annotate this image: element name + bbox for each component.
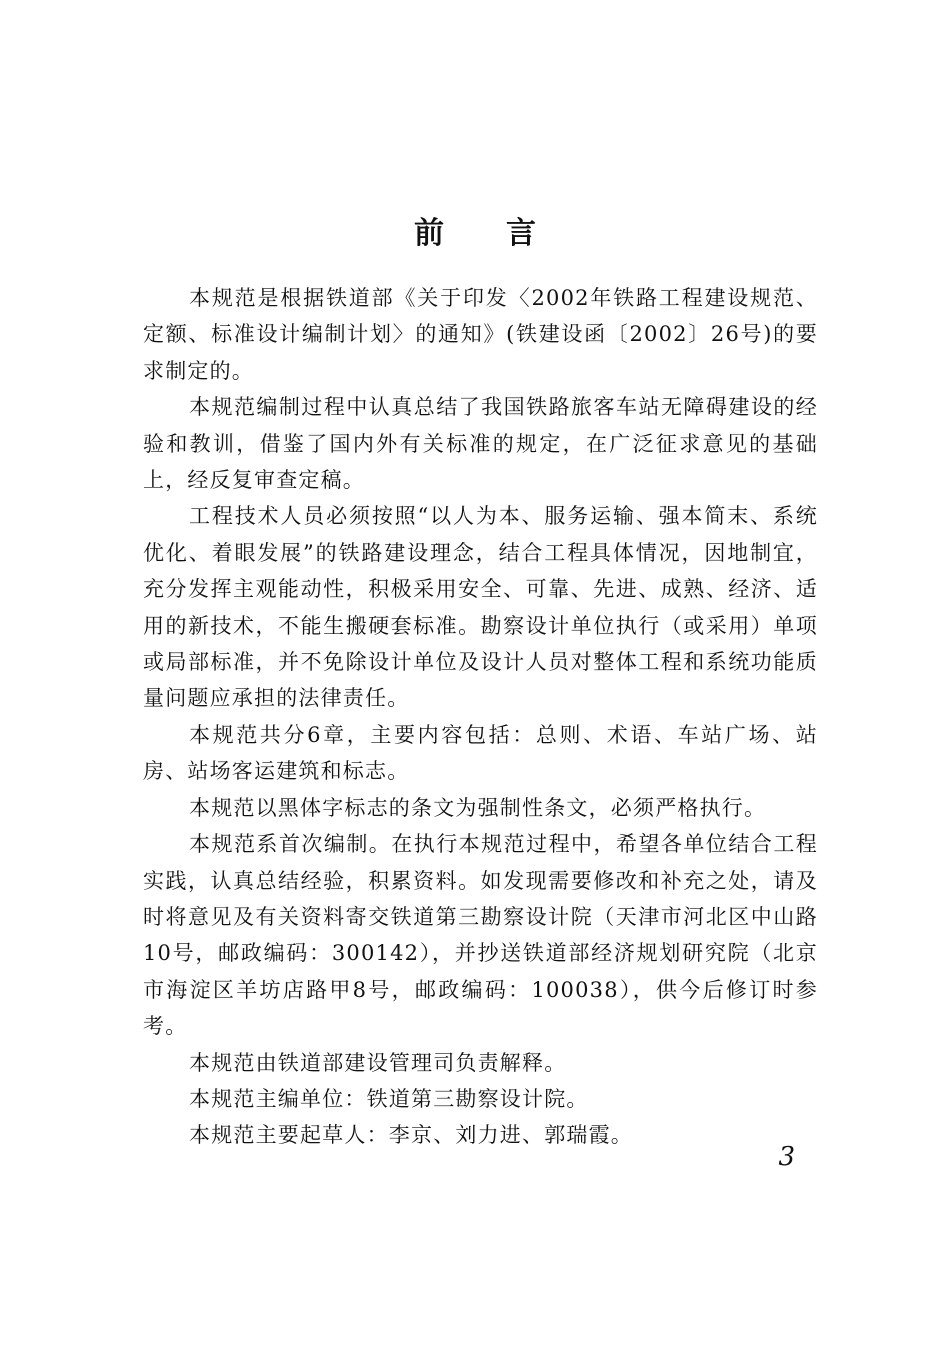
- paragraph-drafters: 本规范主要起草人：李京、刘力进、郭瑞霞。: [189, 1123, 633, 1148]
- preface-body: [143, 280, 818, 1154]
- paragraph-principles: 工程技术人员必须按照“以人为本、服务运输、强本简末、系统优化、着眼发展”的铁路建设理念，结合工程具体情况，因地制宜，充分发挥主观能动性，积极采用安全、可靠、先进、成熟、经济、适用的新技术，不能生搬硬套标准。勘察设计单位执行（或采用）单项或局部标准，并不免除设计单位及设计人员对整体工程和系统功能质量问题应承担的法律责任。: [143, 504, 818, 711]
- page-number: 3: [778, 1142, 795, 1172]
- paragraph-chief-editor: 本规范主编单位：铁道第三勘察设计院。: [189, 1086, 589, 1111]
- paragraph-process: 本规范编制过程中认真总结了我国铁路旅客车站无障碍建设的经验和教训，借鉴了国内外有关标准的规定，在广泛征求意见的基础上，经反复审查定稿。: [143, 395, 818, 493]
- paragraph-basis: 本规范是根据铁道部《关于印发〈2002年铁路工程建设规范、定额、标准设计编制计划〉的通知》(铁建设函〔2002〕26号)的要求制定的。: [143, 286, 818, 383]
- paragraph-contents: 本规范共分6章，主要内容包括：总则、术语、车站广场、站房、站场客运建筑和标志。: [143, 722, 818, 784]
- paragraph-interpretation: 本规范由铁道部建设管理司负责解释。: [189, 1050, 567, 1075]
- page-title: 前言: [414, 216, 598, 251]
- paragraph-mandatory: 本规范以黑体字标志的条文为强制性条文，必须严格执行。: [189, 795, 767, 820]
- paragraph-feedback: 本规范系首次编制。在执行本规范过程中，希望各单位结合工程实践，认真总结经验，积累资料。如发现需要修改和补充之处，请及时将意见及有关资料寄交铁道第三勘察设计院（天津市河北区中山路10号，邮政编码：300142），并抄送铁道部经济规划研究院（北京市海淀区羊坊店路甲8号，邮政编码：100038），供今后修订时参考。: [143, 832, 818, 1039]
